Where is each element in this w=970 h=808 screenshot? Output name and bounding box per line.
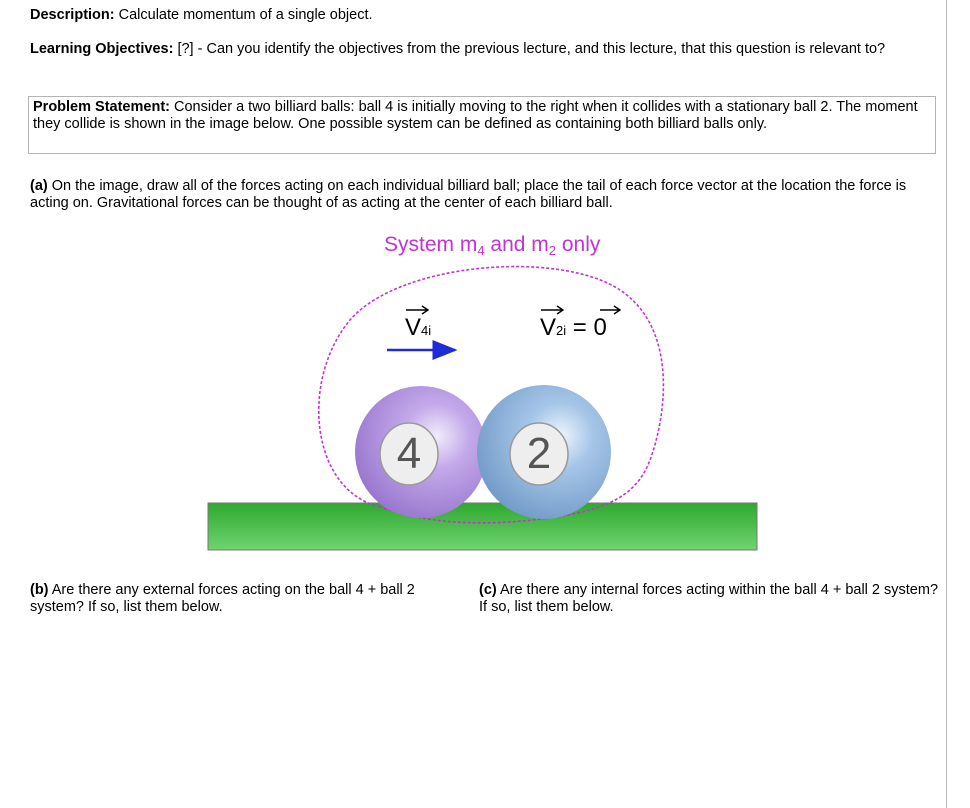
part-c-label: (c) [479,582,497,598]
system-title-mid: and m [484,233,549,256]
v2-vector-hat [541,306,563,314]
system-title-sub-2: 2 [548,243,557,258]
problem-statement-label: Problem Statement: [33,99,170,115]
system-title-sub-4: 4 [477,243,485,258]
part-a-text: On the image, draw all of the forces acting on each individual billiard ball; place the tail of each force vector at the location the force is acting on. Gravitational forces can be thought of as acting at the center of each billiard ball. [30,178,907,211]
part-a-label: (a) [30,178,48,194]
v2-velocity-label [540,315,607,344]
learning-objectives-label: Learning Objectives: [30,41,174,57]
v4-subscript: 4i [421,323,432,338]
learning-objectives-text: [?] - Can you identify the objectives from the previous lecture, and this lecture, that this question is relevant to? [173,41,886,57]
v2-symbol: V [540,314,557,341]
floor-surface [208,503,757,550]
v4-symbol: V [405,314,422,341]
part-b-label: (b) [30,582,49,598]
description-text: Calculate momentum of a single object. [114,7,373,23]
ball-2-number: 2 [526,429,552,478]
part-b-question [30,582,470,616]
system-title-prefix: System m [384,233,478,256]
ball-4-number: 4 [396,429,422,478]
problem-statement-text: Consider a two billiard balls: ball 4 is initially moving to the right when it collides with a stationary ball 2. The moment they collide is shown in the image below. One possible system can be defined as containing both billiard balls only. [33,99,918,132]
part-c-question [479,582,939,616]
part-b-text: Are there any external forces acting on the ball 4 + ball 2 system? If so, list them below. [30,582,415,615]
system-title [384,232,600,258]
system-title-suffix: only [556,233,601,256]
v4-vector-hat [406,306,428,314]
part-c-text: Are there any internal forces acting within the ball 4 + ball 2 system? If so, list them below. [479,582,939,615]
description-label: Description: [30,7,115,23]
v2-subscript: 2i [556,323,567,338]
v2-equals-zero: = 0 [566,314,607,341]
v4-velocity-label [405,315,431,344]
zero-vector-hat [600,306,620,314]
